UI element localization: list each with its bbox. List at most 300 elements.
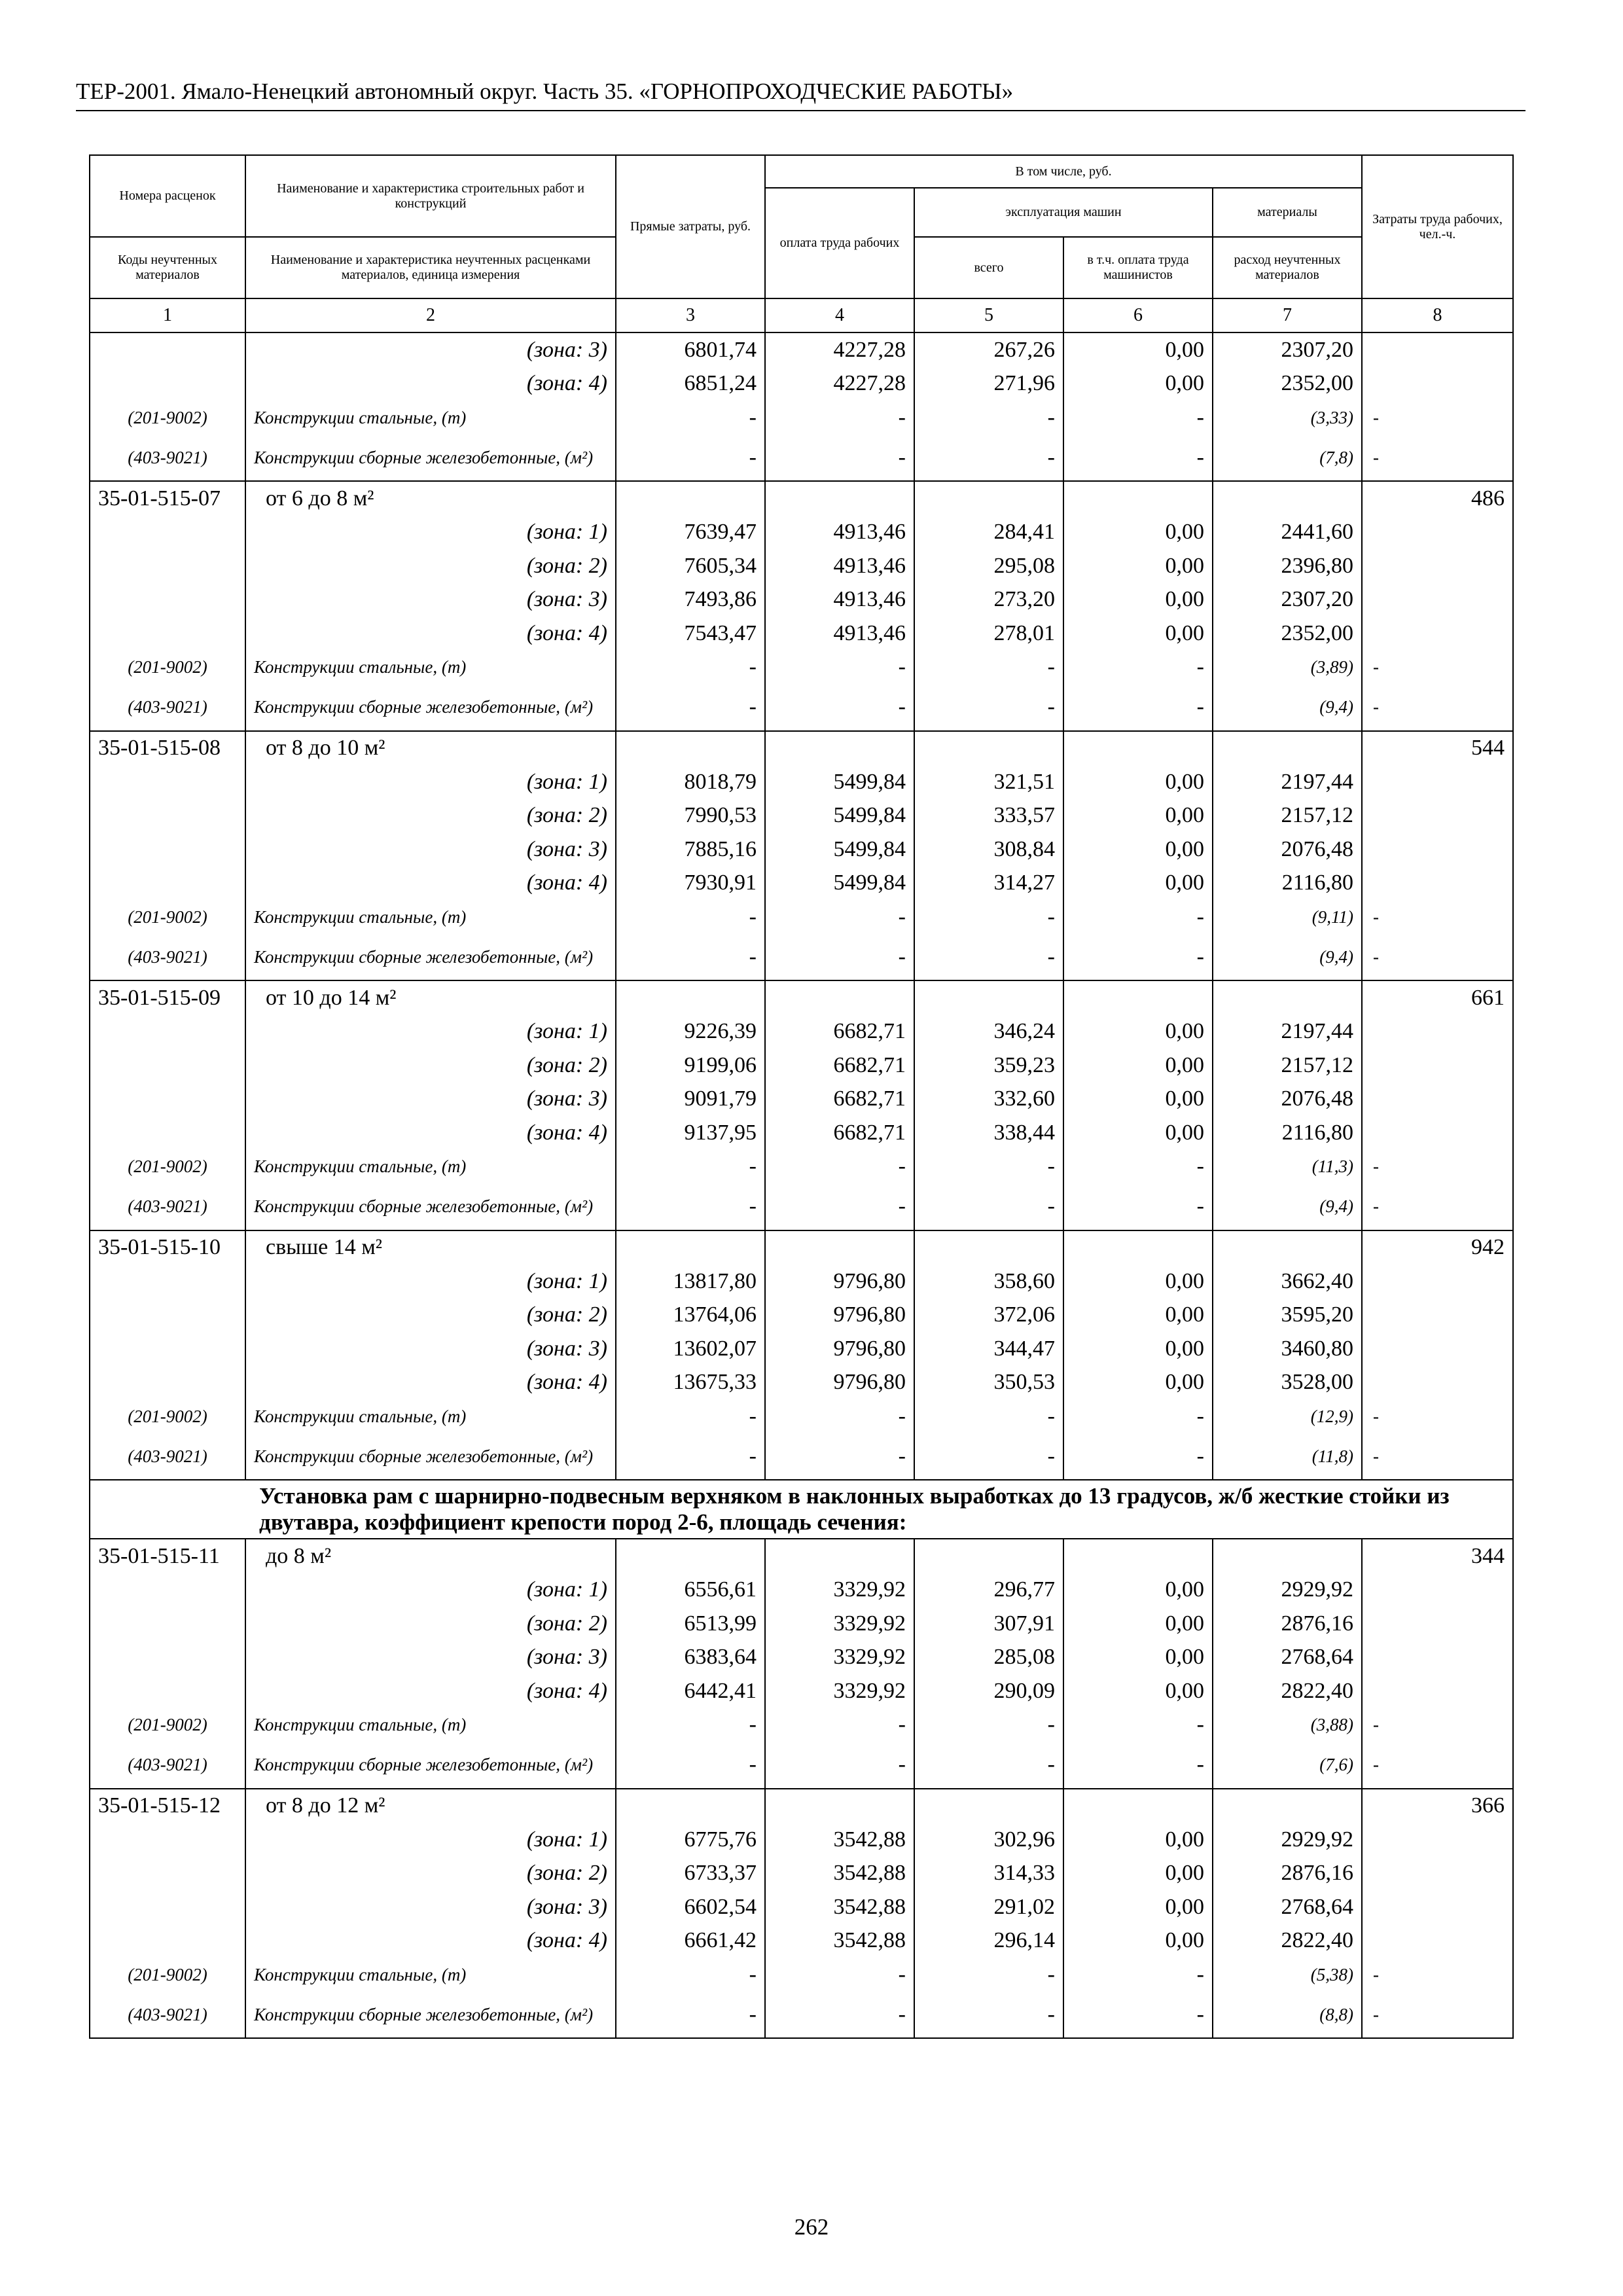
zone-row (90, 1823, 1513, 1857)
value-cell: 2116,80 (1213, 867, 1362, 901)
labor-value: 366 (1362, 1789, 1513, 1823)
value-cell: 0,00 (1063, 332, 1213, 367)
value-cell: 6383,64 (616, 1641, 765, 1675)
value-cell: 4913,46 (765, 516, 914, 550)
section-title: Установка рам с шарнирно-подвесным верхняком в наклонных выработках до 13 градусов, ж/б жесткие стойки из двутавра, коэффициент крепости пород 2-6, площадь сечения: (90, 1480, 1513, 1539)
dash-cell: - (765, 684, 914, 731)
material-name: Конструкции сборные железобетонные, (м²) (245, 684, 616, 731)
dash-cell: - (765, 401, 914, 434)
value-cell (914, 1789, 1063, 1823)
rate-row (90, 481, 1513, 516)
dash-cell: - (616, 651, 765, 684)
labor-cell (1362, 367, 1513, 401)
material-code: (403-9021) (90, 434, 245, 481)
labor-cell (1362, 332, 1513, 367)
value-cell: 0,00 (1063, 1116, 1213, 1150)
material-code: (403-9021) (90, 1183, 245, 1230)
zone-label: (зона: 4) (245, 1674, 616, 1708)
value-cell: 278,01 (914, 617, 1063, 651)
material-row (90, 1708, 1513, 1742)
dash-cell: - (616, 900, 765, 933)
dash-cell: - (616, 1991, 765, 2038)
material-name: Конструкции сборные железобетонные, (м²) (245, 1991, 616, 2038)
value-cell (914, 980, 1063, 1015)
zone-label: (зона: 4) (245, 617, 616, 651)
dash-cell: - (914, 1742, 1063, 1789)
zone-label: (зона: 2) (245, 549, 616, 583)
zone-label: (зона: 1) (245, 1573, 616, 1607)
material-code: (403-9021) (90, 1433, 245, 1480)
zone-row (90, 1015, 1513, 1049)
col-machines-header: эксплуатация машин (914, 188, 1213, 237)
code-cell (90, 1332, 245, 1366)
value-cell (914, 1539, 1063, 1573)
value-cell: 6801,74 (616, 332, 765, 367)
labor-cell (1362, 1015, 1513, 1049)
zone-row (90, 867, 1513, 901)
dash-cell: - (1063, 900, 1213, 933)
dash-cell: - (616, 684, 765, 731)
dash-cell: - (1362, 1742, 1513, 1789)
value-cell (616, 731, 765, 766)
value-cell: 6513,99 (616, 1607, 765, 1641)
value-cell (765, 1539, 914, 1573)
code-cell (90, 1116, 245, 1150)
value-cell: 6556,61 (616, 1573, 765, 1607)
value-cell: 3528,00 (1213, 1366, 1362, 1400)
dash-cell: - (616, 1183, 765, 1230)
dash-cell: - (616, 1150, 765, 1183)
zone-label: (зона: 2) (245, 1299, 616, 1333)
zone-label: (зона: 4) (245, 1366, 616, 1400)
value-cell: 6682,71 (765, 1116, 914, 1150)
value-cell: 2929,92 (1213, 1573, 1362, 1607)
rate-name: свыше 14 м² (245, 1230, 616, 1265)
material-value: (7,6) (1213, 1742, 1362, 1789)
dash-cell: - (616, 1742, 765, 1789)
value-cell: 7639,47 (616, 516, 765, 550)
dash-cell: - (1063, 933, 1213, 980)
dash-cell: - (1362, 651, 1513, 684)
code-cell (90, 617, 245, 651)
code-cell (90, 1823, 245, 1857)
material-value: (11,3) (1213, 1150, 1362, 1183)
material-code: (403-9021) (90, 933, 245, 980)
material-name: Конструкции стальные, (т) (245, 651, 616, 684)
value-cell (1213, 1230, 1362, 1265)
labor-value: 486 (1362, 481, 1513, 516)
zone-row (90, 1924, 1513, 1958)
dash-cell: - (1063, 1399, 1213, 1433)
zone-label: (зона: 3) (245, 1641, 616, 1675)
dash-cell: - (616, 1708, 765, 1742)
value-cell (1063, 1230, 1213, 1265)
zone-label: (зона: 1) (245, 1823, 616, 1857)
value-cell: 307,91 (914, 1607, 1063, 1641)
value-cell: 332,60 (914, 1083, 1063, 1117)
dash-cell: - (765, 651, 914, 684)
rate-code: 35-01-515-11 (90, 1539, 245, 1573)
code-cell (90, 1674, 245, 1708)
rate-name: до 8 м² (245, 1539, 616, 1573)
value-cell: 7990,53 (616, 799, 765, 833)
zone-row (90, 332, 1513, 367)
running-header: ТЕР-2001. Ямало-Ненецкий автономный округ. Часть 35. «ГОРНОПРОХОДЧЕСКИЕ РАБОТЫ» (76, 77, 1525, 111)
rate-row (90, 1789, 1513, 1823)
col-labor-header: Затраты труда рабочих, чел.-ч. (1362, 155, 1513, 298)
value-cell: 6661,42 (616, 1924, 765, 1958)
dash-cell: - (1362, 933, 1513, 980)
zone-row (90, 1265, 1513, 1299)
labor-cell (1362, 867, 1513, 901)
value-cell: 0,00 (1063, 1299, 1213, 1333)
zone-label: (зона: 4) (245, 1116, 616, 1150)
value-cell: 267,26 (914, 332, 1063, 367)
value-cell: 2822,40 (1213, 1924, 1362, 1958)
dash-cell: - (765, 1433, 914, 1480)
price-table (89, 154, 1514, 2039)
material-value: (9,11) (1213, 900, 1362, 933)
value-cell: 13675,33 (616, 1366, 765, 1400)
dash-cell: - (1063, 1991, 1213, 2038)
material-row (90, 434, 1513, 481)
labor-cell (1362, 1924, 1513, 1958)
value-cell: 372,06 (914, 1299, 1063, 1333)
value-cell: 2116,80 (1213, 1116, 1362, 1150)
value-cell: 2197,44 (1213, 1015, 1362, 1049)
material-name: Конструкции стальные, (т) (245, 1708, 616, 1742)
zone-label: (зона: 4) (245, 367, 616, 401)
material-name: Конструкции стальные, (т) (245, 401, 616, 434)
material-row (90, 1183, 1513, 1230)
value-cell: 3595,20 (1213, 1299, 1362, 1333)
zone-row (90, 367, 1513, 401)
value-cell: 0,00 (1063, 1366, 1213, 1400)
col-number: 6 (1063, 298, 1213, 332)
col-name-header: Наименование и характеристика строительных работ и конструкций (245, 155, 616, 237)
dash-cell: - (616, 401, 765, 434)
value-cell: 7885,16 (616, 833, 765, 867)
value-cell (765, 1789, 914, 1823)
value-cell: 0,00 (1063, 1641, 1213, 1675)
col-number: 5 (914, 298, 1063, 332)
value-cell: 0,00 (1063, 516, 1213, 550)
value-cell: 7493,86 (616, 583, 765, 617)
col-including-header: В том числе, руб. (765, 155, 1362, 188)
dash-cell: - (1362, 900, 1513, 933)
material-code: (201-9002) (90, 651, 245, 684)
value-cell: 314,27 (914, 867, 1063, 901)
rate-code: 35-01-515-12 (90, 1789, 245, 1823)
code-cell (90, 1366, 245, 1400)
zone-label: (зона: 3) (245, 1890, 616, 1924)
dash-cell: - (765, 900, 914, 933)
zone-row (90, 1674, 1513, 1708)
labor-cell (1362, 516, 1513, 550)
code-cell (90, 1049, 245, 1083)
labor-cell (1362, 1890, 1513, 1924)
rate-name: от 10 до 14 м² (245, 980, 616, 1015)
dash-cell: - (616, 1399, 765, 1433)
dash-cell: - (616, 933, 765, 980)
labor-value: 344 (1362, 1539, 1513, 1573)
value-cell (1063, 481, 1213, 516)
value-cell: 0,00 (1063, 1924, 1213, 1958)
value-cell (1063, 1539, 1213, 1573)
value-cell: 2822,40 (1213, 1674, 1362, 1708)
col-unaccounted-codes-header: Коды неучтенных материалов (90, 237, 245, 298)
value-cell (616, 1230, 765, 1265)
material-code: (201-9002) (90, 1708, 245, 1742)
labor-cell (1362, 1083, 1513, 1117)
rate-code: 35-01-515-07 (90, 481, 245, 516)
value-cell (616, 481, 765, 516)
zone-row (90, 799, 1513, 833)
value-cell: 0,00 (1063, 1332, 1213, 1366)
dash-cell: - (914, 1150, 1063, 1183)
col-number: 2 (245, 298, 616, 332)
value-cell (616, 980, 765, 1015)
dash-cell: - (1362, 434, 1513, 481)
value-cell: 344,47 (914, 1332, 1063, 1366)
value-cell: 2396,80 (1213, 549, 1362, 583)
zone-row (90, 1573, 1513, 1607)
value-cell: 0,00 (1063, 1265, 1213, 1299)
value-cell: 296,77 (914, 1573, 1063, 1607)
value-cell: 0,00 (1063, 1015, 1213, 1049)
col-number: 4 (765, 298, 914, 332)
value-cell: 3542,88 (765, 1890, 914, 1924)
material-name: Конструкции сборные железобетонные, (м²) (245, 1433, 616, 1480)
code-cell (90, 765, 245, 799)
dash-cell: - (1063, 434, 1213, 481)
value-cell (765, 731, 914, 766)
value-cell: 0,00 (1063, 1573, 1213, 1607)
code-cell (90, 367, 245, 401)
dash-cell: - (765, 434, 914, 481)
value-cell: 4227,28 (765, 367, 914, 401)
value-cell: 2441,60 (1213, 516, 1362, 550)
dash-cell: - (616, 1958, 765, 1991)
value-cell (1063, 731, 1213, 766)
dash-cell: - (914, 651, 1063, 684)
value-cell: 2352,00 (1213, 617, 1362, 651)
zone-label: (зона: 3) (245, 332, 616, 367)
material-value: (3,33) (1213, 401, 1362, 434)
value-cell: 6733,37 (616, 1857, 765, 1891)
value-cell: 9226,39 (616, 1015, 765, 1049)
code-cell (90, 549, 245, 583)
material-code: (403-9021) (90, 1991, 245, 2038)
table-header (90, 155, 1513, 298)
value-cell: 3460,80 (1213, 1332, 1362, 1366)
page-number: 262 (794, 2214, 829, 2240)
value-cell (1213, 481, 1362, 516)
dash-cell: - (914, 684, 1063, 731)
value-cell: 13817,80 (616, 1265, 765, 1299)
dash-cell: - (1063, 684, 1213, 731)
value-cell: 9199,06 (616, 1049, 765, 1083)
rate-row (90, 731, 1513, 766)
zone-label: (зона: 4) (245, 1924, 616, 1958)
value-cell: 3542,88 (765, 1924, 914, 1958)
col-number: 7 (1213, 298, 1362, 332)
zone-label: (зона: 3) (245, 583, 616, 617)
value-cell: 0,00 (1063, 1823, 1213, 1857)
value-cell: 0,00 (1063, 617, 1213, 651)
labor-value: 544 (1362, 731, 1513, 766)
value-cell: 9796,80 (765, 1265, 914, 1299)
value-cell: 2876,16 (1213, 1607, 1362, 1641)
dash-cell: - (765, 1150, 914, 1183)
value-cell: 350,53 (914, 1366, 1063, 1400)
col-unaccounted-names-header: Наименование и характеристика неучтенных расценками материалов, единица измерения (245, 237, 616, 298)
rate-name: от 6 до 8 м² (245, 481, 616, 516)
dash-cell: - (765, 1958, 914, 1991)
value-cell: 8018,79 (616, 765, 765, 799)
material-row (90, 1399, 1513, 1433)
rate-name: от 8 до 12 м² (245, 1789, 616, 1823)
dash-cell: - (1362, 1183, 1513, 1230)
value-cell: 9796,80 (765, 1366, 914, 1400)
value-cell (914, 481, 1063, 516)
material-row (90, 651, 1513, 684)
zone-label: (зона: 3) (245, 1332, 616, 1366)
col-codes-header: Номера расценок (90, 155, 245, 237)
table-body (90, 332, 1513, 2038)
dash-cell: - (914, 1991, 1063, 2038)
material-value: (9,4) (1213, 933, 1362, 980)
labor-cell (1362, 617, 1513, 651)
value-cell: 3329,92 (765, 1641, 914, 1675)
value-cell: 0,00 (1063, 549, 1213, 583)
dash-cell: - (914, 1399, 1063, 1433)
value-cell: 2076,48 (1213, 833, 1362, 867)
value-cell: 285,08 (914, 1641, 1063, 1675)
value-cell: 0,00 (1063, 765, 1213, 799)
value-cell: 321,51 (914, 765, 1063, 799)
code-cell (90, 516, 245, 550)
code-cell (90, 583, 245, 617)
zone-row (90, 549, 1513, 583)
dash-cell: - (1362, 1399, 1513, 1433)
labor-cell (1362, 1641, 1513, 1675)
value-cell: 13602,07 (616, 1332, 765, 1366)
value-cell: 302,96 (914, 1823, 1063, 1857)
code-cell (90, 1265, 245, 1299)
dash-cell: - (914, 1708, 1063, 1742)
value-cell: 290,09 (914, 1674, 1063, 1708)
material-name: Конструкции сборные железобетонные, (м²) (245, 1183, 616, 1230)
value-cell: 295,08 (914, 549, 1063, 583)
dash-cell: - (1063, 1150, 1213, 1183)
value-cell: 0,00 (1063, 1049, 1213, 1083)
value-cell: 2876,16 (1213, 1857, 1362, 1891)
value-cell: 6682,71 (765, 1049, 914, 1083)
value-cell: 13764,06 (616, 1299, 765, 1333)
value-cell: 0,00 (1063, 833, 1213, 867)
zone-label: (зона: 3) (245, 1083, 616, 1117)
value-cell: 3329,92 (765, 1674, 914, 1708)
material-code: (201-9002) (90, 1399, 245, 1433)
col-direct-costs-header: Прямые затраты, руб. (616, 155, 765, 298)
value-cell: 5499,84 (765, 765, 914, 799)
labor-cell (1362, 1857, 1513, 1891)
labor-cell (1362, 549, 1513, 583)
value-cell (914, 731, 1063, 766)
material-code: (201-9002) (90, 401, 245, 434)
zone-label: (зона: 2) (245, 1607, 616, 1641)
dash-cell: - (765, 1399, 914, 1433)
code-cell (90, 1924, 245, 1958)
value-cell: 4913,46 (765, 617, 914, 651)
dash-cell: - (1362, 1150, 1513, 1183)
dash-cell: - (616, 434, 765, 481)
dash-cell: - (1362, 1433, 1513, 1480)
value-cell: 7543,47 (616, 617, 765, 651)
material-row (90, 1991, 1513, 2038)
value-cell: 2307,20 (1213, 583, 1362, 617)
code-cell (90, 1641, 245, 1675)
dash-cell: - (616, 1433, 765, 1480)
value-cell: 308,84 (914, 833, 1063, 867)
zone-label: (зона: 4) (245, 867, 616, 901)
value-cell: 7930,91 (616, 867, 765, 901)
value-cell (1213, 1789, 1362, 1823)
value-cell (1063, 1789, 1213, 1823)
value-cell: 2157,12 (1213, 799, 1362, 833)
dash-cell: - (1362, 1991, 1513, 2038)
dash-cell: - (1063, 1183, 1213, 1230)
rate-name: от 8 до 10 м² (245, 731, 616, 766)
dash-cell: - (765, 933, 914, 980)
col-number: 1 (90, 298, 245, 332)
labor-cell (1362, 1674, 1513, 1708)
value-cell: 291,02 (914, 1890, 1063, 1924)
labor-cell (1362, 1366, 1513, 1400)
value-cell: 314,33 (914, 1857, 1063, 1891)
dash-cell: - (765, 1183, 914, 1230)
material-row (90, 900, 1513, 933)
labor-cell (1362, 799, 1513, 833)
value-cell: 333,57 (914, 799, 1063, 833)
material-value: (11,8) (1213, 1433, 1362, 1480)
value-cell: 359,23 (914, 1049, 1063, 1083)
value-cell: 0,00 (1063, 1857, 1213, 1891)
value-cell (616, 1789, 765, 1823)
labor-cell (1362, 1265, 1513, 1299)
code-cell (90, 1607, 245, 1641)
rate-code: 35-01-515-08 (90, 731, 245, 766)
labor-cell (1362, 1049, 1513, 1083)
material-name: Конструкции сборные железобетонные, (м²) (245, 434, 616, 481)
dash-cell: - (765, 1708, 914, 1742)
value-cell: 9796,80 (765, 1332, 914, 1366)
material-row (90, 401, 1513, 434)
value-cell: 0,00 (1063, 583, 1213, 617)
labor-cell (1362, 833, 1513, 867)
material-code: (201-9002) (90, 1958, 245, 1991)
material-row (90, 1433, 1513, 1480)
zone-row (90, 1116, 1513, 1150)
material-name: Конструкции стальные, (т) (245, 900, 616, 933)
code-cell (90, 833, 245, 867)
value-cell: 3542,88 (765, 1823, 914, 1857)
zone-row (90, 617, 1513, 651)
labor-value: 661 (1362, 980, 1513, 1015)
value-cell: 7605,34 (616, 549, 765, 583)
material-name: Конструкции стальные, (т) (245, 1150, 616, 1183)
